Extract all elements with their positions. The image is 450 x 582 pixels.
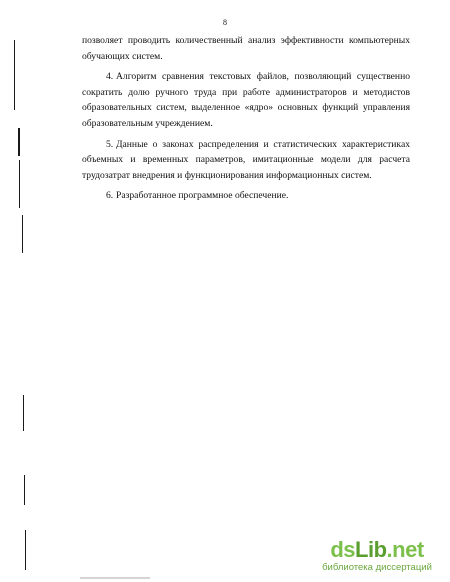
scan-artifact-strip [80,577,150,579]
scan-artifact-line [19,160,20,208]
list-item-4 [82,69,410,131]
scan-artifact-line [22,215,23,253]
list-item-text: Разработанное программное обеспечение. [116,190,289,202]
scan-artifact-line [18,128,20,156]
paragraph-text: позволяет проводить количественный анализ эффективности компьютерных обучающих систем. [82,35,410,62]
body-text [82,33,410,209]
list-item-number: 4. [106,71,114,83]
scan-artifact-line [23,395,24,431]
scan-artifact-line [14,40,15,110]
list-item-6 [82,188,410,204]
watermark-logo-ds: ds [330,537,356,562]
watermark [312,538,442,574]
paragraph-continuation [82,33,410,64]
list-item-number: 6. [106,190,114,202]
list-item-text: Данные о законах распределения и статистических характеристиках объемных и временных параметров, имитационные модели для расчета трудозатрат внедрения и функционирования информационных систем. [82,138,410,181]
watermark-logo [312,538,442,562]
watermark-tagline: библиотека диссертаций [322,562,432,573]
watermark-logo-net: .net [386,537,424,562]
list-item-number: 5. [106,138,114,150]
list-item-text: Алгоритм сравнения текстовых файлов, позволяющий существенно сократить долю ручного труда при работе администраторов и методистов образовательных систем, выделенное «ядро» основных функций управления образовательным учреждением. [82,71,410,129]
scan-artifact-line [25,530,26,570]
watermark-logo-lib: Lib [355,537,387,562]
scan-artifact-line [24,475,25,505]
page-number: 8 [223,18,227,27]
list-item-5 [82,137,410,184]
